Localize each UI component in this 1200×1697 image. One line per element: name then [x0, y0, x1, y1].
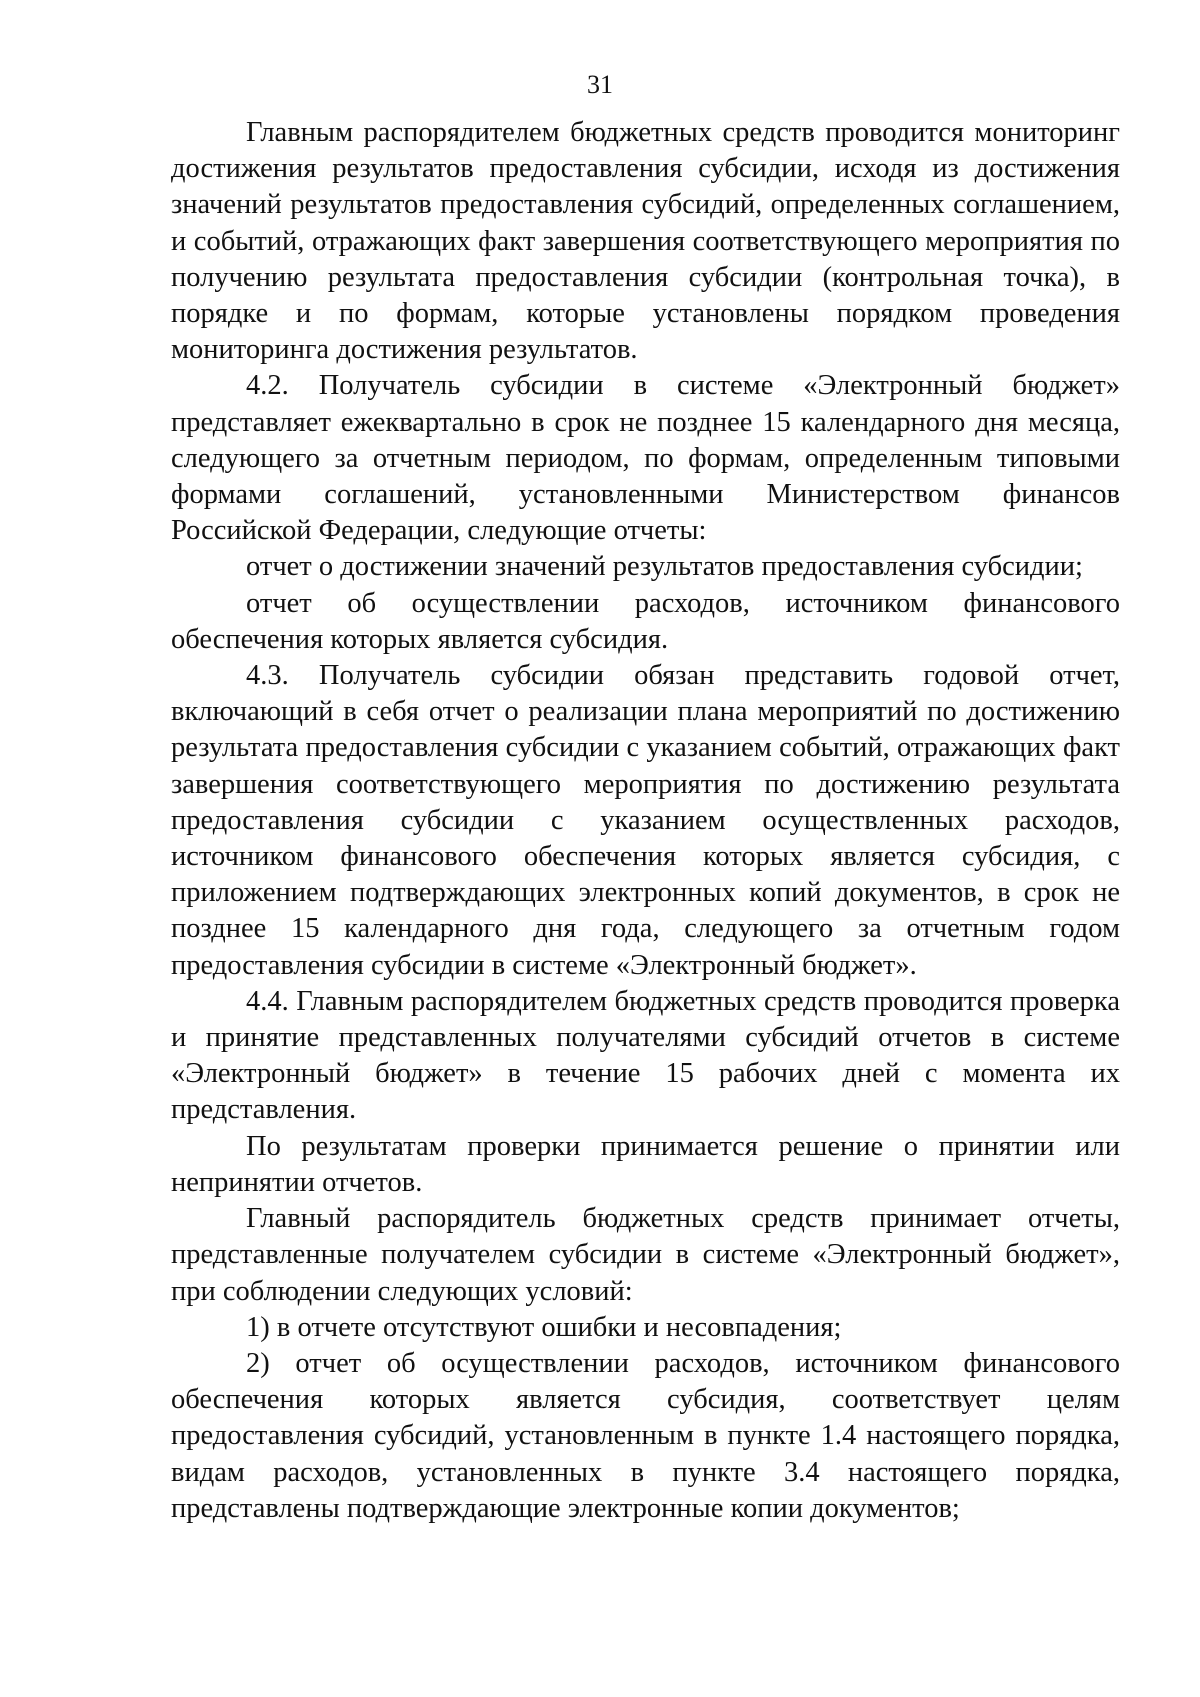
paragraph-4-3: 4.3. Получатель субсидии обязан представить годовой отчет, включающий в себя отчет о реализации плана мероприятий по достижению результата предоставления субсидии с указанием событий, отражающих факт завершения соответствующего мероприятия по достижению результата предоставления субсидии с указанием осуществленных расходов, источником финансового обеспечения которых является субсидия, с приложением подтверждающих электронных копий документов, в срок не позднее 15 календарного дня года, следующего за отчетным годом предоставления субсидии в системе «Электронный бюджет».: [171, 660, 1120, 981]
paragraph-acceptance-conditions: Главный распорядитель бюджетных средств принимает отчеты, представленные получателем субсидии в системе «Электронный бюджет», при соблюдении следующих условий:: [171, 1203, 1120, 1307]
paragraph-monitoring: Главным распорядителем бюджетных средств проводится мониторинг достижения результатов предоставления субсидии, исходя из достижения значений результатов предоставления субсидий, определенных соглашением, и событий, отражающих факт завершения соответствующего мероприятия по получению результата предоставления субсидии (контрольная точка), в порядке и по формам, которые установлены порядком проведения мониторинга достижения результатов.: [171, 117, 1120, 366]
paragraph-decision: По результатам проверки принимается решение о принятии или непринятии отчетов.: [171, 1130, 1120, 1198]
paragraph-report-expenses: отчет об осуществлении расходов, источником финансового обеспечения которых является субсидия.: [171, 587, 1120, 655]
document-body: [171, 115, 1120, 1527]
page-number: 31: [587, 70, 613, 99]
paragraph-condition-2: 2) отчет об осуществлении расходов, источником финансового обеспечения которых является субсидия, соответствует целям предоставления субсидий, установленным в пункте 1.4 настоящего порядка, видам расходов, установленных в пункте 3.4 настоящего порядка, представлены подтверждающие электронные копии документов;: [171, 1347, 1120, 1524]
paragraph-condition-1: 1) в отчете отсутствуют ошибки и несовпадения;: [246, 1311, 842, 1343]
paragraph-report-results: отчет о достижении значений результатов предоставления субсидии;: [246, 551, 1083, 583]
paragraph-4-4: 4.4. Главным распорядителем бюджетных средств проводится проверка и принятие представленных получателями субсидий отчетов в системе «Электронный бюджет» в течение 15 рабочих дней с момента их представления.: [171, 985, 1120, 1126]
paragraph-4-2: 4.2. Получатель субсидии в системе «Электронный бюджет» представляет ежеквартально в срок не позднее 15 календарного дня месяца, следующего за отчетным периодом, по формам, определенным типовыми формами соглашений, установленными Министерством финансов Российской Федерации, следующие отчеты:: [171, 370, 1120, 547]
